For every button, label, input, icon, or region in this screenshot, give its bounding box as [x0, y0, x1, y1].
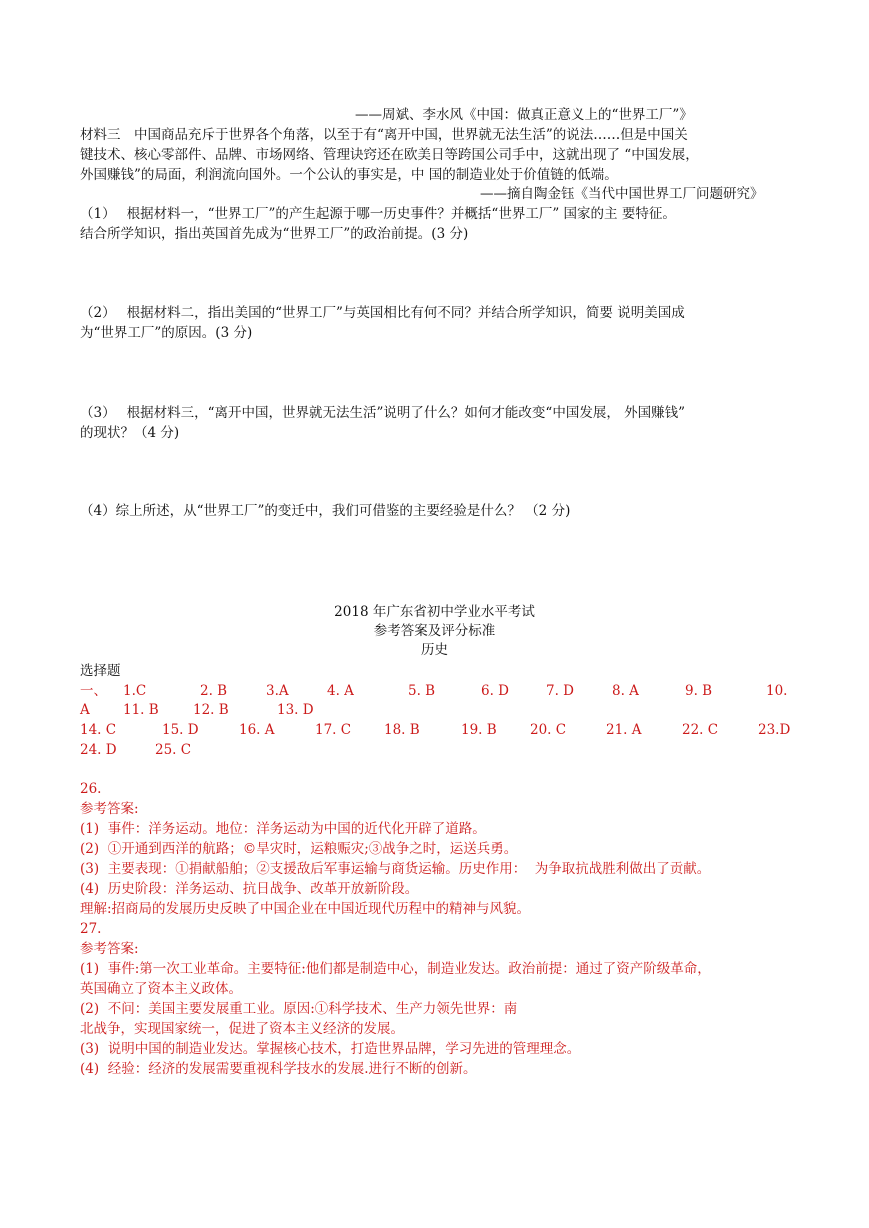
choice-answer: 4. A [327, 683, 354, 699]
choice-section-label: 选择题 [80, 663, 121, 679]
choice-answer: 8. A [612, 683, 639, 699]
choice-answer: 11. B [123, 702, 159, 718]
question-2-line-2: 为“世界工厂”的原因。(3 分) [80, 325, 253, 341]
q26-line: (2) ①开通到西洋的航路；©旱灾时，运粮赈灾;③战争之时，运送兵勇。 [80, 841, 518, 857]
choice-answer: 7. D [546, 683, 574, 699]
choice-answer: 23.D [758, 722, 791, 738]
question-4-line-1: （4）综上所述，从“世界工厂”的变迁中，我们可借鉴的主要经验是什么？ （2 分) [80, 503, 571, 519]
choice-answer: A [80, 702, 90, 718]
q26-line: 理解:招商局的发展历史反映了中国企业在中国近现代历程中的精神与风貌。 [80, 901, 531, 917]
question-3-line-1: （3） 根据材料三，“离开中国，世界就无法生活”说明了什么？如何才能改变“中国发展， 外国赚钱” [80, 405, 686, 421]
q27-line: (2) 不问：美国主要发展重工业。原因:①科学技术、生产力领先世界：南 [80, 1001, 518, 1017]
choice-answer: 24. D [80, 742, 117, 758]
choice-answer: 18. B [384, 722, 420, 738]
material-three-line-3: 外国赚钱”的局面，利润流向国外。一个公认的事实是，中 国的制造业处于价值链的低端。 [80, 167, 618, 183]
choice-answer: 25. C [155, 742, 192, 758]
question-1-line-2: 结合所学知识，指出英国首先成为“世界工厂”的政治前提。(3 分) [80, 226, 469, 242]
q27-line: (4) 经验：经济的发展需要重视科学技水的发展.进行不断的创新。 [80, 1061, 477, 1077]
material-three-line-1: 材料三 中国商品充斥于世界各个角落，以至于有“离开中国，世界就无法生活”的说法……但是中国关 [80, 127, 688, 143]
choice-answer: 6. D [481, 683, 509, 699]
question-3-line-2: 的现状？（4 分) [80, 425, 180, 441]
choice-answer: 5. B [408, 683, 436, 699]
material-three-line-2: 键技术、核心零部件、品牌、市场网络、管理诀窍还在欧美日等跨国公司手中，这就出现了 “中国发展， [80, 147, 699, 163]
question-1-line-1: （1） 根据材料一，“世界工厂”的产生起源于哪一历史事件？并概括“世界工厂” 国家的主 要特征。 [80, 206, 676, 222]
q27-label: 参考答案: [80, 941, 139, 957]
choice-answer: 19. B [461, 722, 497, 738]
choice-answer: 10. [766, 683, 788, 699]
choice-answer: 22. C [682, 722, 719, 738]
answer-subject: 历史 [421, 642, 448, 658]
choice-prefix: 一、 [80, 683, 107, 699]
choice-answer: 2. B [200, 683, 228, 699]
choice-answer: 17. C [315, 722, 352, 738]
material-three-source: ——摘自陶金钰《当代中国世界工厂问题研究》 [480, 186, 764, 202]
choice-answer: 21. A [606, 722, 642, 738]
choice-answer: 15. D [162, 722, 199, 738]
q26-number: 26. [80, 781, 102, 797]
q27-line: 英国确立了资本主义政体。 [80, 981, 242, 997]
answer-subtitle: 参考答案及评分标准 [373, 623, 496, 639]
q26-line: (4) 历史阶段：洋务运动、抗日战争、改革开放新阶段。 [80, 881, 419, 897]
choice-answer: 20. C [530, 722, 567, 738]
q26-line: (3) 主要表现：①捐献船舶；②支援敌后军事运输与商货运输。历史作用： 为争取抗战胜利做出了贡献。 [80, 861, 711, 877]
choice-answer: 14. C [80, 722, 117, 738]
choice-answer: 13. D [277, 702, 314, 718]
q26-label: 参考答案: [80, 801, 139, 817]
choice-answer: 3.A [266, 683, 289, 699]
choice-answer: 9. B [685, 683, 713, 699]
q27-line: 北战争，实现国家统一，促进了资本主义经济的发展。 [80, 1021, 404, 1037]
question-2-line-1: （2） 根据材料二，指出美国的“世界工厂”与英国相比有何不同？并结合所学知识，简要 说明美国成 [80, 305, 685, 321]
q27-line: (1) 事件:第一次工业革命。主要特征:他们都是制造中心，制造业发达。政治前提：通过了资产阶级革命， [80, 961, 711, 977]
answer-title: 2018 年广东省初中学业水平考试 [334, 604, 535, 620]
q27-number: 27. [80, 921, 102, 937]
choice-answer: 12. B [193, 702, 229, 718]
choice-answer: 1.C [123, 683, 147, 699]
material-two-source: ——周斌、李水风《中国：做真正意义上的“世界工厂”》 [355, 107, 693, 123]
q27-line: (3) 说明中国的制造业发达。掌握核心技术，打造世界品牌，学习先进的管理理念。 [80, 1041, 581, 1057]
q26-line: (1) 事件：洋务运动。地位：洋务运动为中国的近代化开辟了道路。 [80, 821, 486, 837]
choice-answer: 16. A [239, 722, 275, 738]
